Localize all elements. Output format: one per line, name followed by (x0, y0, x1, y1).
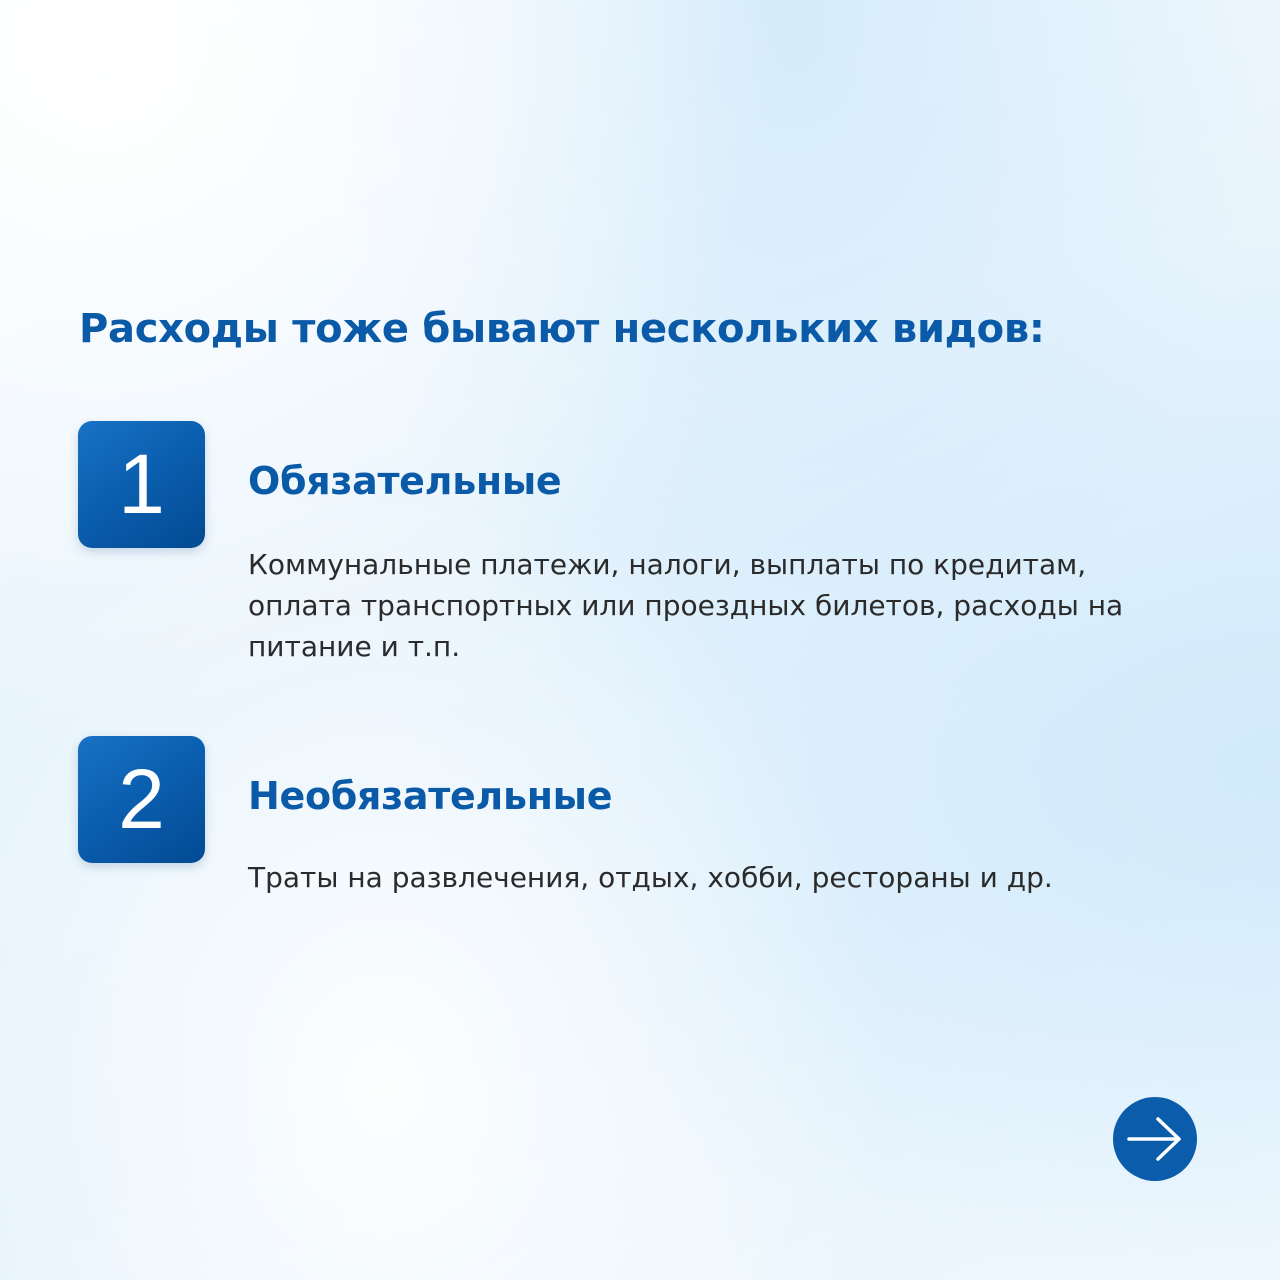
item-title: Обязательные (248, 459, 562, 503)
number-badge: 2 (78, 736, 205, 863)
page-title: Расходы тоже бывают нескольких видов: (79, 306, 1045, 352)
item-description: Коммунальные платежи, налоги, выплаты по кредитам, оплата транспортных или проездных билетов, расходы на питание и т.п. (248, 548, 1124, 663)
item-description: Траты на развлечения, отдых, хобби, рестораны и др. (248, 861, 1053, 894)
arrow-right-icon (1125, 1116, 1185, 1162)
next-button[interactable] (1113, 1097, 1197, 1181)
number-badge: 1 (78, 421, 205, 548)
item-title: Необязательные (248, 774, 613, 818)
